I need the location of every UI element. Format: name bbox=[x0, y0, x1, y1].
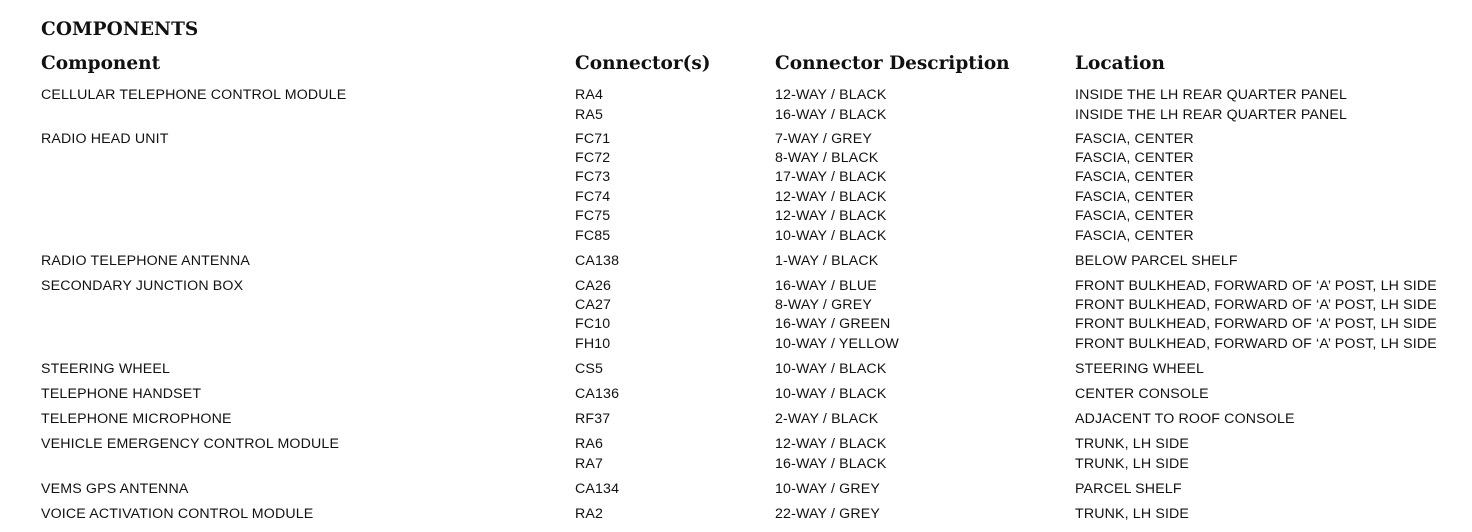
location-cell: ADJACENT TO ROOF CONSOLE bbox=[1075, 411, 1295, 427]
description-cell: 17-WAY / BLACK bbox=[775, 169, 887, 185]
connector-cell: FC74 bbox=[575, 189, 611, 205]
connector-cell: RA6 bbox=[575, 436, 604, 452]
connector-cell: CA134 bbox=[575, 481, 620, 497]
description-cell: 16-WAY / GREEN bbox=[775, 316, 891, 332]
location-cell: FRONT BULKHEAD, FORWARD OF ‘A’ POST, LH SIDE bbox=[1075, 316, 1437, 332]
description-cell: 10-WAY / BLACK bbox=[775, 361, 887, 377]
location-cell: FASCIA, CENTER bbox=[1075, 228, 1194, 244]
location-cell: FASCIA, CENTER bbox=[1075, 189, 1194, 205]
description-cell: 8-WAY / BLACK bbox=[775, 150, 879, 166]
column-header-component: Component bbox=[41, 53, 161, 74]
description-cell: 10-WAY / YELLOW bbox=[775, 336, 899, 352]
description-cell: 10-WAY / GREY bbox=[775, 481, 880, 497]
location-cell: FRONT BULKHEAD, FORWARD OF ‘A’ POST, LH SIDE bbox=[1075, 297, 1437, 313]
location-cell: PARCEL SHELF bbox=[1075, 481, 1182, 497]
connector-cell: FH10 bbox=[575, 336, 611, 352]
connector-cell: FC10 bbox=[575, 316, 611, 332]
description-cell: 12-WAY / BLACK bbox=[775, 436, 887, 452]
description-cell: 2-WAY / BLACK bbox=[775, 411, 879, 427]
component-cell: VEMS GPS ANTENNA bbox=[41, 481, 189, 497]
location-cell: INSIDE THE LH REAR QUARTER PANEL bbox=[1075, 87, 1348, 103]
connector-cell: RF37 bbox=[575, 411, 611, 427]
component-cell: VEHICLE EMERGENCY CONTROL MODULE bbox=[41, 436, 340, 452]
component-cell: TELEPHONE HANDSET bbox=[41, 386, 202, 402]
connector-cell: CA26 bbox=[575, 278, 612, 294]
description-cell: 12-WAY / BLACK bbox=[775, 189, 887, 205]
connector-cell: CS5 bbox=[575, 361, 604, 377]
location-cell: FRONT BULKHEAD, FORWARD OF ‘A’ POST, LH SIDE bbox=[1075, 336, 1437, 352]
location-cell: FASCIA, CENTER bbox=[1075, 131, 1194, 147]
location-cell: FASCIA, CENTER bbox=[1075, 150, 1194, 166]
description-cell: 10-WAY / BLACK bbox=[775, 228, 887, 244]
column-header-description: Connector Description bbox=[775, 53, 1010, 74]
location-cell: FASCIA, CENTER bbox=[1075, 208, 1194, 224]
description-cell: 16-WAY / BLUE bbox=[775, 278, 877, 294]
location-cell: FASCIA, CENTER bbox=[1075, 169, 1194, 185]
location-cell: TRUNK, LH SIDE bbox=[1075, 506, 1190, 522]
column-header-connectors: Connector(s) bbox=[575, 53, 711, 74]
component-cell: CELLULAR TELEPHONE CONTROL MODULE bbox=[41, 87, 347, 103]
connector-cell: RA2 bbox=[575, 506, 604, 522]
location-cell: TRUNK, LH SIDE bbox=[1075, 436, 1190, 452]
location-cell: INSIDE THE LH REAR QUARTER PANEL bbox=[1075, 107, 1348, 123]
connector-cell: RA7 bbox=[575, 456, 604, 472]
component-cell: SECONDARY JUNCTION BOX bbox=[41, 278, 244, 294]
location-cell: CENTER CONSOLE bbox=[1075, 386, 1209, 402]
description-cell: 12-WAY / BLACK bbox=[775, 208, 887, 224]
description-cell: 10-WAY / BLACK bbox=[775, 386, 887, 402]
component-cell: STEERING WHEEL bbox=[41, 361, 171, 377]
description-cell: 16-WAY / BLACK bbox=[775, 456, 887, 472]
component-cell: RADIO TELEPHONE ANTENNA bbox=[41, 253, 250, 269]
location-cell: STEERING WHEEL bbox=[1075, 361, 1205, 377]
location-cell: FRONT BULKHEAD, FORWARD OF ‘A’ POST, LH SIDE bbox=[1075, 278, 1437, 294]
description-cell: 7-WAY / GREY bbox=[775, 131, 872, 147]
description-cell: 22-WAY / GREY bbox=[775, 506, 880, 522]
connector-cell: CA138 bbox=[575, 253, 620, 269]
connector-cell: FC85 bbox=[575, 228, 611, 244]
component-cell: RADIO HEAD UNIT bbox=[41, 131, 169, 147]
connector-cell: RA4 bbox=[575, 87, 604, 103]
connector-cell: FC73 bbox=[575, 169, 611, 185]
description-cell: 12-WAY / BLACK bbox=[775, 87, 887, 103]
connector-cell: FC75 bbox=[575, 208, 611, 224]
connector-cell: CA27 bbox=[575, 297, 612, 313]
description-cell: 8-WAY / GREY bbox=[775, 297, 872, 313]
connector-cell: RA5 bbox=[575, 107, 604, 123]
connector-cell: FC72 bbox=[575, 150, 611, 166]
location-cell: TRUNK, LH SIDE bbox=[1075, 456, 1190, 472]
connector-cell: FC71 bbox=[575, 131, 611, 147]
page-heading: COMPONENTS bbox=[41, 19, 199, 40]
column-header-location: Location bbox=[1075, 53, 1165, 74]
connector-cell: CA136 bbox=[575, 386, 620, 402]
location-cell: BELOW PARCEL SHELF bbox=[1075, 253, 1238, 269]
description-cell: 16-WAY / BLACK bbox=[775, 107, 887, 123]
description-cell: 1-WAY / BLACK bbox=[775, 253, 879, 269]
component-cell: TELEPHONE MICROPHONE bbox=[41, 411, 232, 427]
component-cell: VOICE ACTIVATION CONTROL MODULE bbox=[41, 506, 314, 522]
